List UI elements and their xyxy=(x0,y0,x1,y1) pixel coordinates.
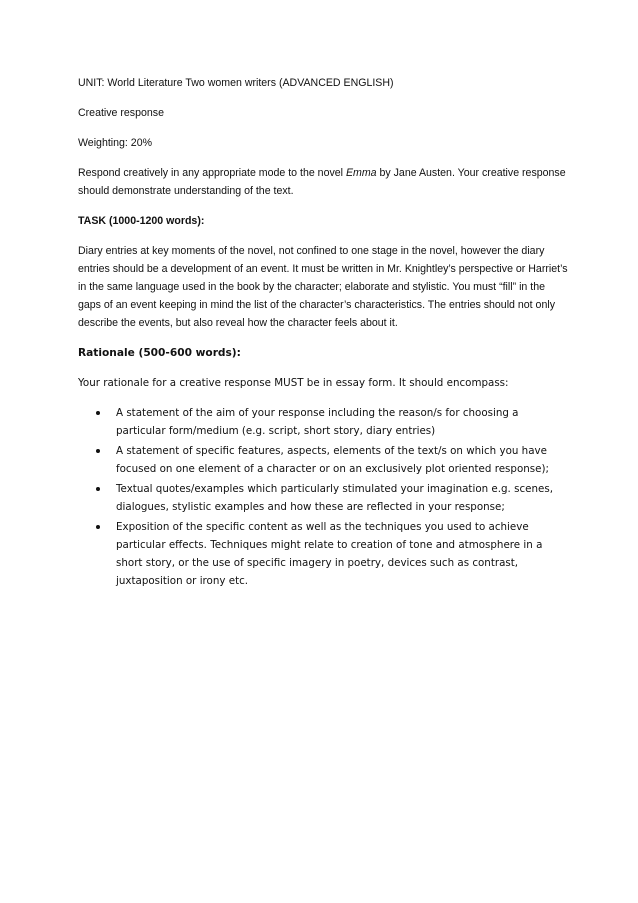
task-paragraph: Diary entries at key moments of the novel, not confined to one stage in the novel, however the diary entries should be a development of an event. It must be written in Mr. Knightley’s perspective or Harriet’s in the same language used in the book by the character; elaborate and stylistic. You must “fill” in the gaps of an event keeping in mind the list of the character’s characteristics. The entries should not only describe the events, but also reveal how the character feels about it. xyxy=(78,245,568,329)
respond-paragraph xyxy=(78,164,570,200)
bullet-text-4: Exposition of the specific content as well as the techniques you used to achieve particular effects. Techniques might relate to creation of tone and atmosphere in a short story, or the use of specific imagery in poetry, devices such as contrast, juxtaposition or irony etc. xyxy=(116,521,543,587)
weighting-line: Weighting: 20% xyxy=(78,137,153,149)
bullet-icon xyxy=(96,525,100,529)
rationale-heading: Rationale (500-600 words): xyxy=(78,347,241,359)
creative-response-label: Creative response xyxy=(78,107,164,119)
document-content xyxy=(78,74,570,592)
bullet-icon xyxy=(96,449,100,453)
bullet-text-2: A statement of specific features, aspects, elements of the text/s on which you have focused on one element of a character or on an exclusively plot oriented response); xyxy=(116,445,549,475)
rationale-bullet-list xyxy=(78,404,570,590)
bullet-text-1: A statement of the aim of your response including the reason/s for choosing a particular form/medium (e.g. script, short story, diary entries) xyxy=(116,407,519,437)
bullet-icon xyxy=(96,487,100,491)
novel-title: Emma xyxy=(345,167,377,179)
respond-text-part2: by Jane Austen. Your creative response should demonstrate understanding of the text. xyxy=(78,167,566,197)
bullet-text-3: Textual quotes/examples which particularly stimulated your imagination e.g. scenes, dialogues, stylistic examples and how these are reflected in your response; xyxy=(116,483,553,513)
bullet-item-2 xyxy=(78,442,570,478)
bullet-item-4 xyxy=(78,518,570,590)
unit-line: UNIT: World Literature Two women writers (ADVANCED ENGLISH) xyxy=(78,77,394,89)
respond-text-part1: Respond creatively in any appropriate mode to the novel xyxy=(78,167,346,179)
bullet-item-3 xyxy=(78,480,570,516)
task-heading: TASK (1000-1200 words): xyxy=(78,215,205,227)
rationale-intro: Your rationale for a creative response MUST be in essay form. It should encompass: xyxy=(78,377,509,389)
bullet-icon xyxy=(96,411,100,415)
bullet-item-1 xyxy=(78,404,570,440)
